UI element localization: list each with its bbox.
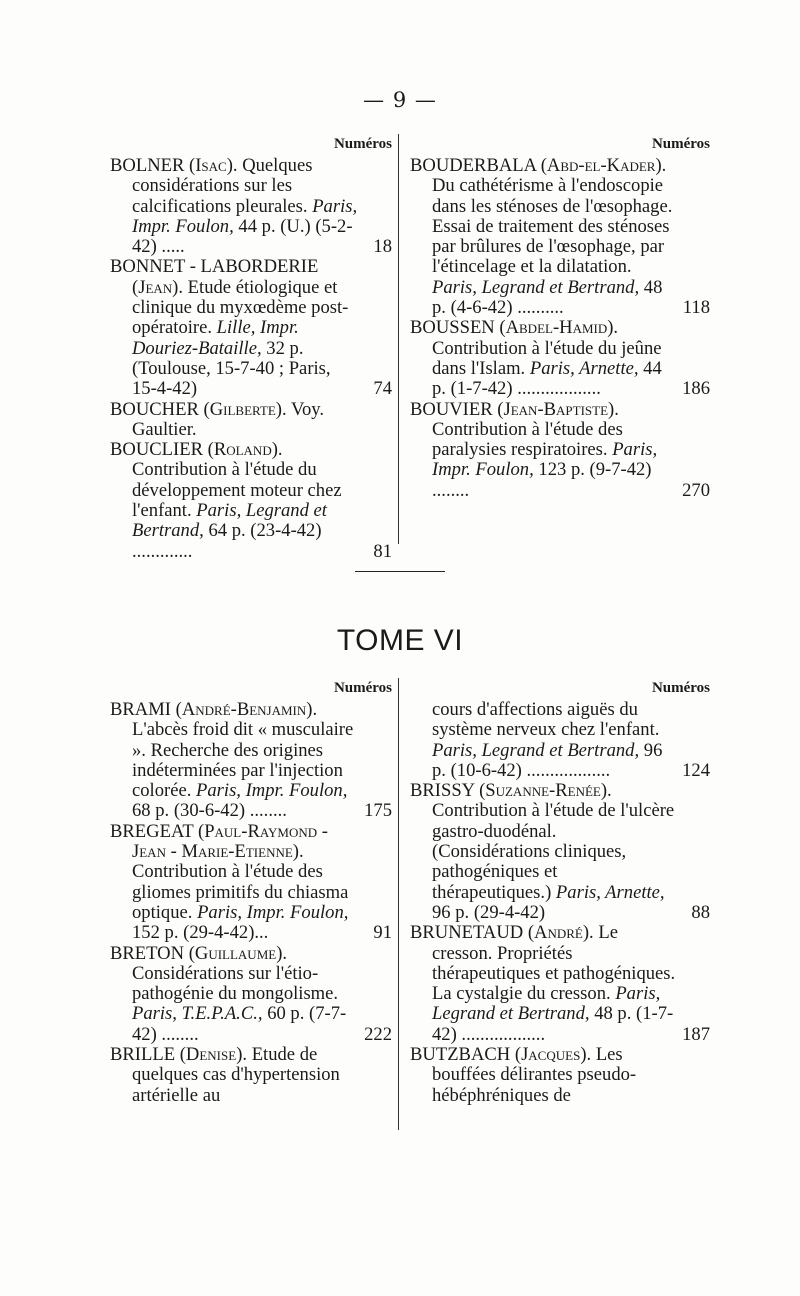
bibliography-entry: BOUCHER (Gilberte). Voy. Gaultier. <box>110 398 325 440</box>
entry-title: Contribution à l'étude du développement moteur chez l'enfant. <box>132 459 342 522</box>
entry-author: BRETON <box>110 942 185 964</box>
entry-author: BONNET - LABORDERIE <box>110 256 319 278</box>
bibliography-entry: BONNET - LABORDERIE (Jean). Etude étiologique et clinique du myxœdème post-opératoire. Lille, Impr. Douriez-Bataille, 32 p. (Toulouse, 15-7-40 ; Paris, 15-4-42) 74 <box>110 256 392 400</box>
entry-details: 44 p. (U.) (5-2-42) ..... <box>132 215 353 258</box>
top-section <box>110 134 710 562</box>
entry-title: Etude de quelques cas d'hypertension artérielle au <box>132 1044 340 1106</box>
entry-first-name: Jean <box>138 276 173 298</box>
entry-first-name: Gilberte <box>209 398 276 420</box>
bibliography-entry: BOUCLIER (Roland). Contribution à l'étude du développement moteur chez l'enfant. Paris, Legrand et Bertrand, 64 p. (23-4-42) ............. 81 <box>110 439 392 562</box>
entry-first-name: André-Benjamin <box>181 699 307 720</box>
entry-imprint: Paris, Impr. Foulon, <box>197 901 349 923</box>
entry-title: Les bouffées délirantes pseudo-hébéphréniques de <box>432 1044 637 1106</box>
entry-details: 48 p. (4-6-42) .......... <box>432 276 663 319</box>
entry-first-name: André <box>534 922 583 944</box>
bibliography-entry: BOLNER (Isac). Quelques considérations sur les calcifications pleurales. Paris, Impr. Foulon, 44 p. (U.) (5-2-42) ..... 18 <box>110 155 392 258</box>
entry-title: Considérations sur l'étio-pathogénie du mongolisme. <box>132 962 339 1005</box>
bibliography-entry: BREGEAT (Paul-Raymond - Jean - Marie-Etienne). Contribution à l'étude des gliomes primitifs du chiasma optique. Paris, Impr. Foulon, 152 p. (29-4-42)... 91 <box>110 820 392 944</box>
entry-author: BOUCLIER <box>110 439 203 461</box>
entry-first-name: Denise <box>185 1044 237 1066</box>
entry-imprint: Paris, Legrand et Bertrand, <box>432 276 640 298</box>
column-header: Numéros <box>651 136 710 152</box>
entry-author: BRUNETAUD <box>410 922 524 944</box>
entry-title: cours d'affections aiguës du système nerveux chez l'enfant. <box>432 699 660 741</box>
page-number: — 9 — <box>363 88 437 112</box>
right-column <box>410 134 710 501</box>
entry-first-name: Jacques <box>521 1044 581 1066</box>
entry-details: 96 p. (10-6-42) .................. <box>432 739 663 781</box>
bibliography-entry: BRUNETAUD (André). Le cresson. Propriétés thérapeutiques et pathogéniques. La cystalgie du cresson. Paris, Legrand et Bertrand, 48 p. (1-7-42) .................. 187 <box>410 922 710 1045</box>
bibliography-entry: BRAMI (André-Benjamin). L'abcès froid dit « musculaire ». Recherche des origines indéterminées par l'injection colorée. Paris, Impr. Foulon, 68 p. (30-6-42) ........ 175 <box>110 699 392 822</box>
entry-number: 91 <box>373 922 392 944</box>
bibliography-entry: BOUDERBALA (Abd-el-Kader). Du cathétérisme à l'endoscopie dans les sténoses de l'œsophage. Essai de traitement des sténoses par brûlures de l'œsophage, par l'étincelage et la dilatation. Paris, Legrand et Bertrand, 48 p. (4-6-42) .......... 118 <box>410 155 710 319</box>
entry-first-name: Paul-Raymond - Jean - Marie-Etienne <box>132 820 328 863</box>
column-header: Numéros <box>333 136 392 152</box>
bibliography-entry: BRILLE (Denise). Etude de quelques cas d'hypertension artérielle au <box>110 1044 340 1106</box>
entry-author: BUTZBACH <box>410 1044 511 1066</box>
entry-first-name: Guillaume <box>194 942 277 964</box>
entry-details: 64 p. (23-4-42) ............. <box>132 520 322 562</box>
entry-title: Le cresson. Propriétés thérapeutiques et pathogéniques. La cystalgie du cresson. <box>432 922 676 1005</box>
column-header: Numéros <box>333 680 392 696</box>
entry-author: BRILLE <box>110 1044 176 1066</box>
bibliography-entry: BRISSY (Suzanne-Renée). Contribution à l'étude de l'ulcère gastro-duodénal. (Considérations cliniques, pathogéniques et thérapeutiques.) Paris, Arnette, 96 p. (29-4-42) 88 <box>410 780 710 923</box>
entry-number: 124 <box>682 759 710 781</box>
entry-number: 18 <box>373 236 392 258</box>
column-divider <box>398 134 399 544</box>
entry-first-name: Jean-Baptiste <box>503 398 609 420</box>
entry-title: Du cathétérisme à l'endoscopie dans les sténoses de l'œsophage. Essai de traitement des sténoses par brûlures de l'œsophage, par l'étincelage et la dilatation. <box>432 175 673 278</box>
section-rule <box>355 571 445 572</box>
tome-title: TOME VI <box>336 624 464 657</box>
entry-imprint: Paris, Impr. Foulon, <box>432 439 658 481</box>
entry-number: 88 <box>691 901 710 923</box>
bottom-section <box>110 678 710 1130</box>
entry-title: Contribution à l'étude du jeûne dans l'Islam. <box>432 337 662 379</box>
entry-first-name: Abdel-Hamid <box>505 317 608 339</box>
entry-title: L'abcès froid dit « musculaire ». Recherche des origines indéterminées par l'injection colorée. <box>132 719 354 802</box>
entry-author: BRISSY <box>410 780 475 802</box>
entry-author: BREGEAT <box>110 820 194 842</box>
entry-details: 152 p. (29-4-42)... <box>132 922 269 944</box>
column-divider <box>398 678 399 1130</box>
entry-title: Contribution à l'étude des paralysies respiratoires. <box>432 418 623 461</box>
entry-first-name: Isac <box>195 155 227 176</box>
entry-number: 175 <box>364 800 392 822</box>
entry-details: 123 p. (9-7-42) ........ <box>432 459 652 501</box>
entry-imprint: Paris, Legrand et Bertrand, <box>132 500 327 542</box>
entry-number: 186 <box>682 378 710 400</box>
entry-author: BRAMI <box>110 699 171 720</box>
bibliography-entry: BUTZBACH (Jacques). Les bouffées délirantes pseudo-hébéphréniques de <box>410 1044 637 1106</box>
left-column <box>110 678 392 1106</box>
entry-first-name: Roland <box>213 439 272 461</box>
entry-title: Contribution à l'étude de l'ulcère gastro-duodénal. (Considérations cliniques, pathogéniques et thérapeutiques.) <box>432 800 675 903</box>
left-column <box>110 134 392 562</box>
entry-details: 68 p. (30-6-42) ........ <box>132 800 287 822</box>
entry-imprint: Lille, Impr. Douriez-Bataille, <box>132 317 299 359</box>
entry-title: Contribution à l'étude des gliomes primitifs du chiasma optique. <box>132 861 349 923</box>
entry-imprint: Paris, Impr. Foulon, <box>132 195 358 237</box>
entry-author: BOLNER <box>110 155 185 176</box>
entry-title: Voy. Gaultier. <box>132 398 325 440</box>
bibliography-entry: BRETON (Guillaume). Considérations sur l'étio-pathogénie du mongolisme. Paris, T.E.P.A.C., 60 p. (7-7-42) ........ 222 <box>110 942 392 1045</box>
entry-first-name: Suzanne-Renée <box>485 780 601 802</box>
entry-imprint: Paris, Arnette, <box>555 881 665 903</box>
entry-details: 96 p. (29-4-42) <box>432 901 546 923</box>
entry-imprint: Paris, Arnette, <box>529 357 639 379</box>
entry-details: 44 p. (1-7-42) .................. <box>432 357 662 400</box>
right-column <box>410 678 710 1106</box>
entry-author: BOUDERBALA <box>410 155 537 176</box>
entry-first-name: Abd-el-Kader <box>546 155 656 176</box>
column-header: Numéros <box>651 680 710 696</box>
entry-author: BOUVIER <box>410 398 493 420</box>
entry-title: Quelques considérations sur les calcifications pleurales. <box>132 155 313 217</box>
entry-imprint: Paris, Legrand et Bertrand, <box>432 739 640 761</box>
entry-number: 187 <box>682 1023 710 1045</box>
entry-title: Etude étiologique et clinique du myxœdème post-opératoire. <box>132 276 349 339</box>
entry-details: 60 p. (7-7-42) ........ <box>132 1003 347 1045</box>
entry-number: 118 <box>682 297 710 319</box>
entry-details: 32 p. (Toulouse, 15-7-40 ; Paris, 15-4-42) <box>132 337 331 400</box>
entry-author: BOUSSEN <box>410 317 495 339</box>
bibliography-entry: BOUSSEN (Abdel-Hamid). Contribution à l'étude du jeûne dans l'Islam. Paris, Arnette, 44 p. (1-7-42) .................. 186 <box>410 317 710 400</box>
entry-imprint: Paris, Legrand et Bertrand, <box>432 983 661 1025</box>
entry-number: 270 <box>682 479 710 501</box>
bibliography-entry: BOUVIER (Jean-Baptiste). Contribution à l'étude des paralysies respiratoires. Paris, Impr. Foulon, 123 p. (9-7-42) ........ 270 <box>410 398 710 501</box>
entry-imprint: Paris, Impr. Foulon, <box>196 780 348 802</box>
entry-number: 81 <box>373 540 392 562</box>
entry-author: BOUCHER <box>110 398 199 420</box>
entry-imprint: Paris, T.E.P.A.C., <box>132 1003 263 1025</box>
bibliography-entry <box>410 700 710 781</box>
entry-details: 48 p. (1-7-42) .................. <box>432 1003 674 1045</box>
entry-number: 74 <box>373 378 392 400</box>
entry-number: 222 <box>364 1023 392 1045</box>
